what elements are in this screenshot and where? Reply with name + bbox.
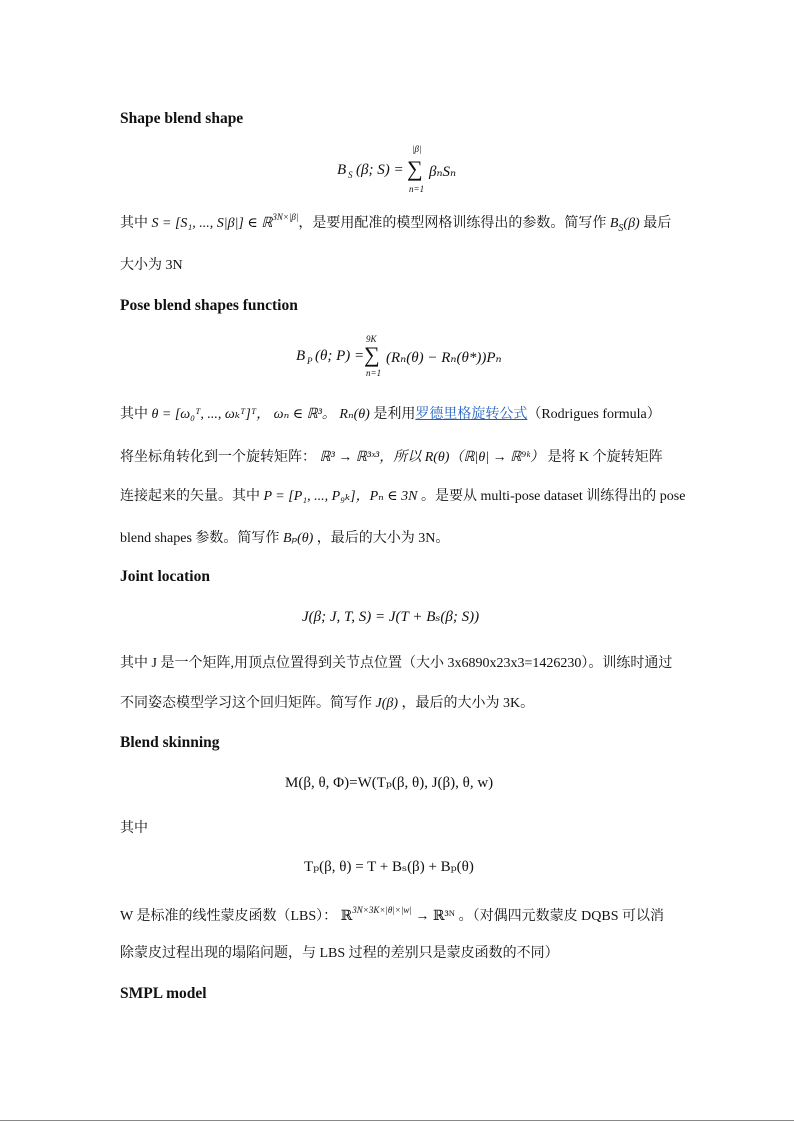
text: W 是标准的线性蒙皮函数（LBS）： — [120, 909, 338, 924]
joint-line-1: 其中 J 是一个矩阵,用顶点位置得到关节点位置（大小 3x6890x23x3=1426230）。训练时通过 — [120, 656, 673, 671]
text: 。（对偶四元数蒙皮 DQBS 可以消 — [458, 909, 664, 924]
eq-sub: P — [307, 356, 313, 366]
page-bottom-rule — [0, 1120, 794, 1121]
shape-line-2: 大小为 3N — [120, 258, 183, 273]
pose-line-3 — [120, 485, 685, 505]
math-inline: (β) — [623, 216, 640, 231]
text: blend shapes 参数。简写作 — [120, 531, 280, 546]
math-sup: 3N×3K×|θ|×|w| — [352, 905, 412, 915]
math-inline: P = [P₁, ..., P₉ₖ]，Pₙ ∈ 3N — [263, 489, 418, 504]
skinning-qizhong: 其中 — [120, 821, 148, 836]
text: 将坐标角转化到一个旋转矩阵： — [120, 450, 316, 465]
pose-line-4 — [120, 527, 449, 547]
math-sub: S — [618, 223, 624, 234]
text: 不同姿态模型学习这个回归矩阵。简写作 — [120, 696, 372, 711]
math-inline: B — [609, 216, 619, 231]
text: 连接起来的矢量。其中 — [120, 489, 260, 504]
math-inline: S = [S₁, ..., S|β|] ∈ ℝ — [151, 216, 273, 231]
section-heading-skinning: Blend skinning — [120, 734, 220, 751]
text: 。是要从 multi-pose dataset 训练得出的 pose — [421, 489, 686, 504]
skinning-line-2: 除蒙皮过程出现的塌陷问题，与 LBS 过程的差别只是蒙皮函数的不同） — [120, 946, 559, 961]
eq-args: (β; S) = — [356, 162, 404, 178]
skinning-line-1 — [120, 905, 664, 925]
section-heading-shape: Shape blend shape — [120, 110, 244, 127]
eq-lhs: B — [296, 348, 306, 364]
text: 是将 K 个旋转矩阵 — [547, 450, 663, 465]
eq-lhs: B — [337, 162, 347, 178]
section-heading-joint: Joint location — [120, 568, 210, 585]
text: 最后 — [643, 216, 672, 231]
pose-line-2 — [120, 446, 663, 466]
sum-symbol: ∑ — [407, 156, 423, 181]
eq-sum-top: 9K — [366, 334, 377, 344]
math-inline: ℝ³ → ℝ³ˣ³，所以 R(θ)（ℝ|θ| → ℝ⁹ᵏ） — [319, 450, 545, 465]
sum-symbol: ∑ — [364, 342, 380, 367]
text: ，最后的大小为 3N。 — [316, 531, 450, 546]
text: 其中 — [120, 407, 148, 422]
eq-sum-top: |β| — [412, 144, 422, 154]
math-inline: J(β) — [375, 696, 399, 711]
eq-sum-bottom: n=1 — [409, 184, 425, 194]
math-inline: θ = [ω₀ᵀ, ..., ωₖᵀ]ᵀ， ωₙ ∈ ℝ³。 Rₙ(θ) — [151, 407, 370, 422]
eq-rhs: βₙSₙ — [429, 164, 457, 180]
text: 是利用 — [373, 407, 416, 422]
rodrigues-link[interactable]: 罗德里格旋转公式 — [415, 407, 528, 422]
math-inline: ℝ — [340, 909, 353, 924]
text: ，是要用配准的模型网格训练得出的参数。简写作 — [298, 216, 607, 231]
section-heading-pose: Pose blend shapes function — [120, 297, 298, 314]
pose-line-1 — [120, 403, 661, 423]
equation-joint: J(β; J, T, S) = J(T + Bₛ(β; S)) — [302, 609, 480, 625]
equation-template: Tₚ(β, θ) = T + Bₛ(β) + Bₚ(θ) — [304, 859, 474, 875]
joint-line-2 — [120, 692, 534, 712]
section-heading-smpl: SMPL model — [120, 985, 207, 1002]
text: 其中 — [120, 216, 148, 231]
shape-line-1 — [120, 212, 671, 234]
math-inline: Bₚ(θ) — [282, 531, 314, 546]
text: ，最后的大小为 3K。 — [401, 696, 535, 711]
text: （Rodrigues formula） — [527, 407, 661, 422]
eq-sub: S — [348, 170, 353, 180]
eq-args: (θ; P) = — [315, 348, 365, 364]
math-inline: → ℝ³ᴺ — [415, 909, 456, 924]
equation-pose-blend — [296, 334, 516, 384]
equation-shape-blend — [337, 144, 487, 194]
equation-skinning: M(β, θ, Φ)=W(Tₚ(β, θ), J(β), θ, w) — [285, 775, 494, 791]
eq-rhs: (Rₙ(θ) − Rₙ(θ*))Pₙ — [386, 350, 502, 366]
math-sup: 3N×|β| — [272, 212, 299, 222]
eq-sum-bottom: n=1 — [366, 368, 382, 378]
